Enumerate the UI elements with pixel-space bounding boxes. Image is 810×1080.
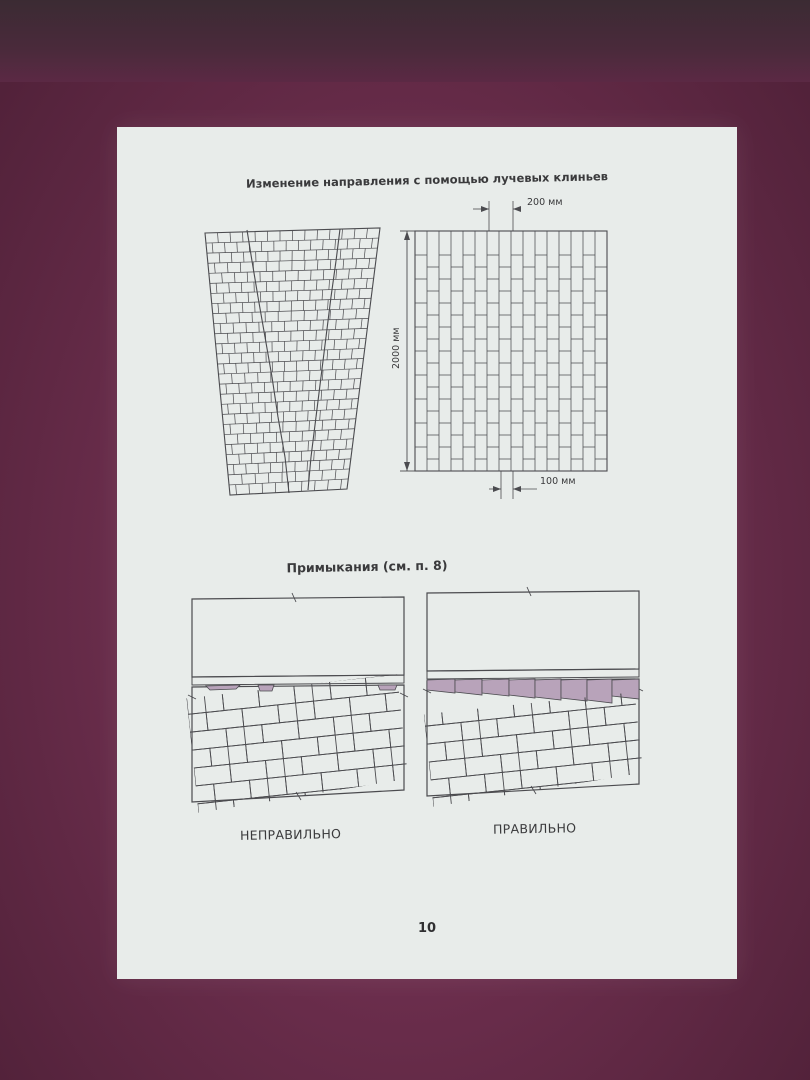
label-right: ПРАВИЛЬНО — [492, 820, 577, 837]
dim-height-label: 2000 мм — [391, 327, 402, 369]
dim-top-label: 200 мм — [527, 197, 563, 208]
dim-bottom-label: 100 мм — [540, 476, 576, 487]
running-bond-drawing — [415, 231, 607, 471]
fan-paving-drawing — [205, 228, 380, 495]
figure-adjacency — [149, 587, 743, 861]
document-page — [117, 127, 737, 979]
page-number: 10 — [417, 921, 437, 936]
label-wrong: НЕПРАВИЛЬНО — [239, 826, 342, 843]
dimension-lines — [391, 197, 576, 499]
figure-radial-wedges — [117, 127, 737, 979]
projection-screen — [117, 127, 737, 979]
section-subtitle: Примыкания (см. п. 8) — [286, 557, 448, 576]
page-title: Изменение направления с помощью лучевых клиньев — [245, 169, 609, 191]
ceiling — [0, 0, 810, 82]
